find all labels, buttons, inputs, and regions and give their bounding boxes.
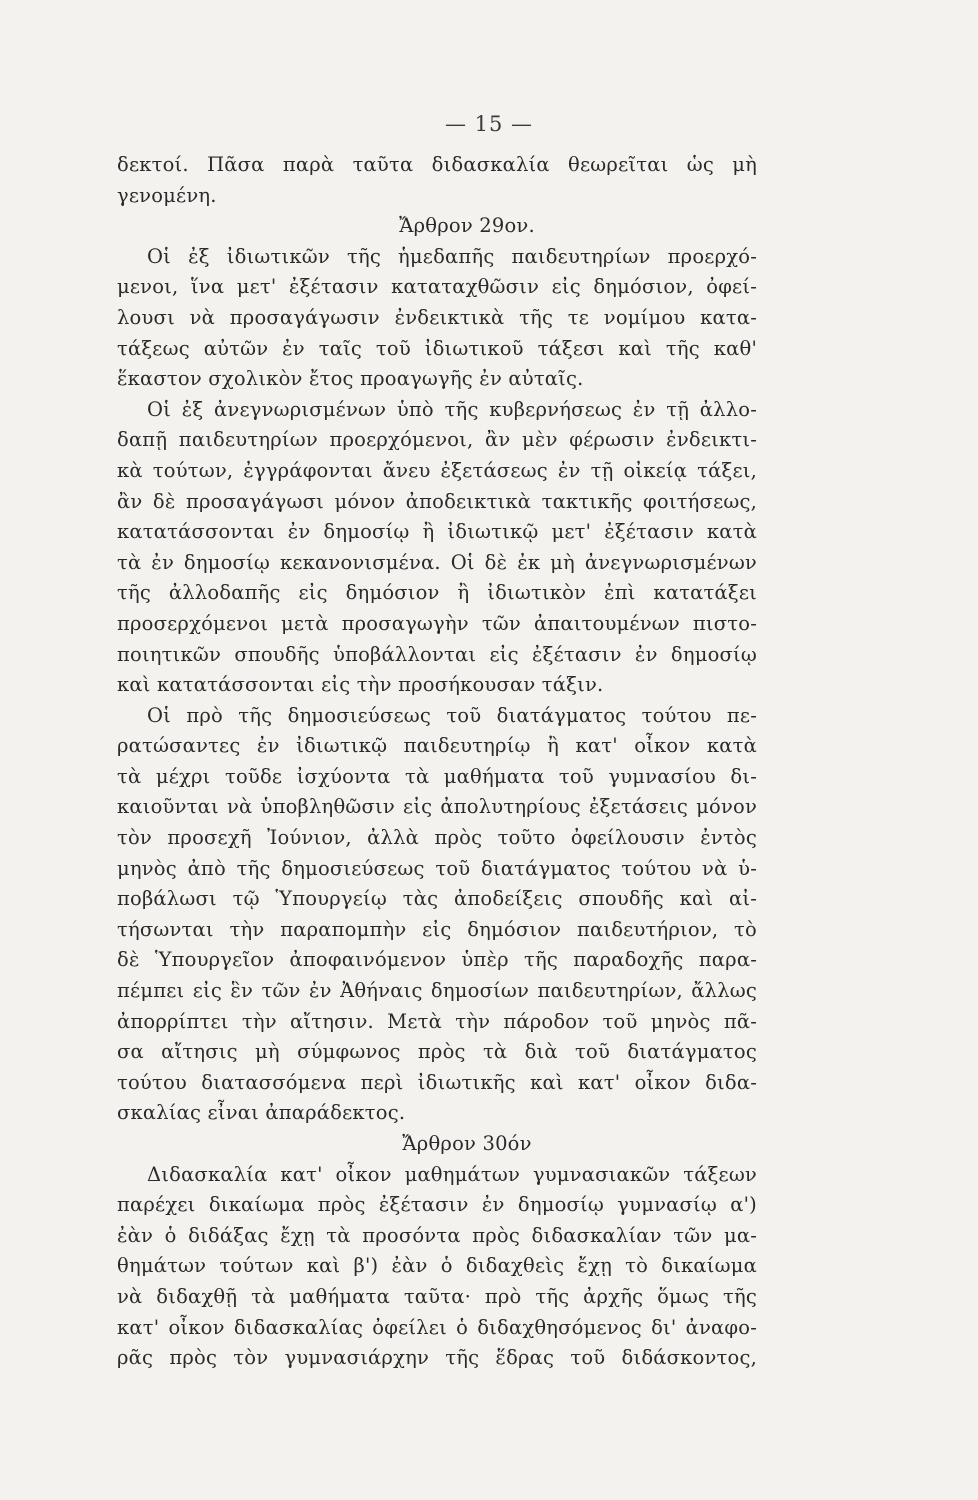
text-line: μηνὸς ἀπὸ τῆς δημοσιεύσεως τοῦ διατάγματος τούτου νὰ ὑ- <box>117 856 757 880</box>
text-line: ἂν δὲ προσαγάγωσι μόνον ἀποδεικτικὰ τακτικῆς φοιτήσεως, <box>117 489 757 513</box>
text-line: ἀπορρίπτει τὴν αἴτησιν. Μετὰ τὴν πάροδον τοῦ μηνὸς πᾶ- <box>117 1009 757 1033</box>
text-line: Οἱ πρὸ τῆς δημοσιεύσεως τοῦ διατάγματος τούτου πε- <box>147 703 757 727</box>
text-line: κατατάσσονται ἐν δημοσίῳ ἢ ἰδιωτικῷ μετ' ἐξέτασιν κατὰ <box>117 520 757 544</box>
article-heading: Ἄρθρον 29ον. <box>399 214 535 238</box>
text-line: ρᾶς πρὸς τὸν γυμνασιάρχην τῆς ἕδρας τοῦ διδάσκοντος, <box>117 1346 757 1370</box>
article-heading: Ἄρθρον 30όν <box>402 1132 532 1155</box>
text-line: πέμπει εἰς ἓν τῶν ἐν Ἀθήναις δημοσίων παιδευτηρίων, ἄλλως <box>117 979 757 1003</box>
text-line: Διδασκαλία κατ' οἶκον μαθημάτων γυμνασιακῶν τάξεων <box>147 1162 757 1186</box>
text-line: δεκτοί. Πᾶσα παρὰ ταῦτα διδασκαλία θεωρεῖται ὡς μὴ <box>117 153 757 176</box>
text-line: δὲ Ὑπουργεῖον ἀποφαινόμενον ὑπὲρ τῆς παραδοχῆς παρα- <box>117 948 757 972</box>
body-text <box>117 150 757 1374</box>
text-line: παρέχει δικαίωμα πρὸς ἐξέτασιν ἐν δημοσίῳ γυμνασίῳ α') <box>117 1193 757 1217</box>
text-line: ποιητικῶν σπουδῆς ὑποβάλλονται εἰς ἐξέτασιν ἐν δημοσίῳ <box>117 642 757 666</box>
text-line: τῆς ἀλλοδαπῆς εἰς δημόσιον ἢ ἰδιωτικὸν ἐπὶ κατατάξει <box>117 581 757 605</box>
text-line: τάξεως αὐτῶν ἐν ταῖς τοῦ ἰδιωτικοῦ τάξεσι καὶ τῆς καθ' <box>117 336 757 360</box>
text-line: λουσι νὰ προσαγάγωσιν ἐνδεικτικὰ τῆς τε νομίμου κατα- <box>117 305 757 329</box>
text-line: κατ' οἶκον διδασκαλίας ὀφείλει ὁ διδαχθησόμενος δι' ἀναφο- <box>117 1315 757 1339</box>
text-line: προσερχόμενοι μετὰ προσαγωγὴν τῶν ἀπαιτουμένων πιστο- <box>117 611 757 635</box>
text-line: ποβάλωσι τῷ Ὑπουργείῳ τὰς ἀποδείξεις σπουδῆς καὶ αἰ- <box>117 887 757 911</box>
text-line: Οἱ ἐξ ἰδιωτικῶν τῆς ἡμεδαπῆς παιδευτηρίων προερχό- <box>147 244 757 268</box>
text-line: σκαλίας εἶναι ἀπαράδεκτος. <box>117 1101 406 1125</box>
text-line: γενομένη. <box>117 183 217 207</box>
text-line: τὰ ἐν δημοσίῳ κεκανονισμένα. Οἱ δὲ ἐκ μὴ ἀνεγνωρισμένων <box>117 550 757 574</box>
text-line: σα αἴτησις μὴ σύμφωνος πρὸς τὰ διὰ τοῦ διατάγματος <box>117 1040 757 1064</box>
text-line: καὶ κατατάσσονται εἰς τὴν προσήκουσαν τάξιν. <box>117 673 604 697</box>
text-line: ἐὰν ὁ διδάξας ἔχῃ τὰ προσόντα πρὸς διδασκαλίαν τῶν μα- <box>117 1223 757 1247</box>
text-line: τήσωνται τὴν παραπομπὴν εἰς δημόσιον παιδευτήριον, τὸ <box>117 917 757 941</box>
text-line: κὰ τούτων, ἐγγράφονται ἄνευ ἐξετάσεως ἐν τῇ οἰκείᾳ τάξει, <box>117 458 757 482</box>
text-line: ἕκαστον σχολικὸν ἔτος προαγωγῆς ἐν αὐταῖς. <box>117 367 584 391</box>
text-line: καιοῦνται νὰ ὑποβληθῶσιν εἰς ἀπολυτηρίους ἐξετάσεις μόνον <box>117 795 757 819</box>
text-line: Οἱ ἐξ ἀνεγνωρισμένων ὑπὸ τῆς κυβερνήσεως ἐν τῇ ἀλλο- <box>147 397 757 421</box>
text-line: δαπῇ παιδευτηρίων προερχόμενοι, ἂν μὲν φέρωσιν ἐνδεικτι- <box>117 428 757 452</box>
text-line: θημάτων τούτων καὶ β') ἐὰν ὁ διδαχθεὶς ἔχῃ τὸ δικαίωμα <box>117 1254 757 1278</box>
page-number: — 15 — <box>444 112 534 136</box>
text-line: ρατώσαντες ἐν ἰδιωτικῷ παιδευτηρίῳ ἢ κατ' οἶκον κατὰ <box>117 734 757 758</box>
text-line: τούτου διατασσόμενα περὶ ἰδιωτικῆς καὶ κατ' οἶκον διδα- <box>117 1070 757 1094</box>
text-line: μενοι, ἵνα μετ' ἐξέτασιν καταταχθῶσιν εἰς δημόσιον, ὀφεί- <box>117 275 757 299</box>
text-line: τὰ μέχρι τοῦδε ἰσχύοντα τὰ μαθήματα τοῦ γυμνασίου δι- <box>117 764 757 788</box>
text-line: νὰ διδαχθῇ τὰ μαθήματα ταῦτα· πρὸ τῆς ἀρχῆς ὅμως τῆς <box>117 1284 757 1308</box>
text-line: τὸν προσεχῆ Ἰούνιον, ἀλλὰ πρὸς τοῦτο ὀφείλουσιν ἐντὸς <box>117 826 757 850</box>
